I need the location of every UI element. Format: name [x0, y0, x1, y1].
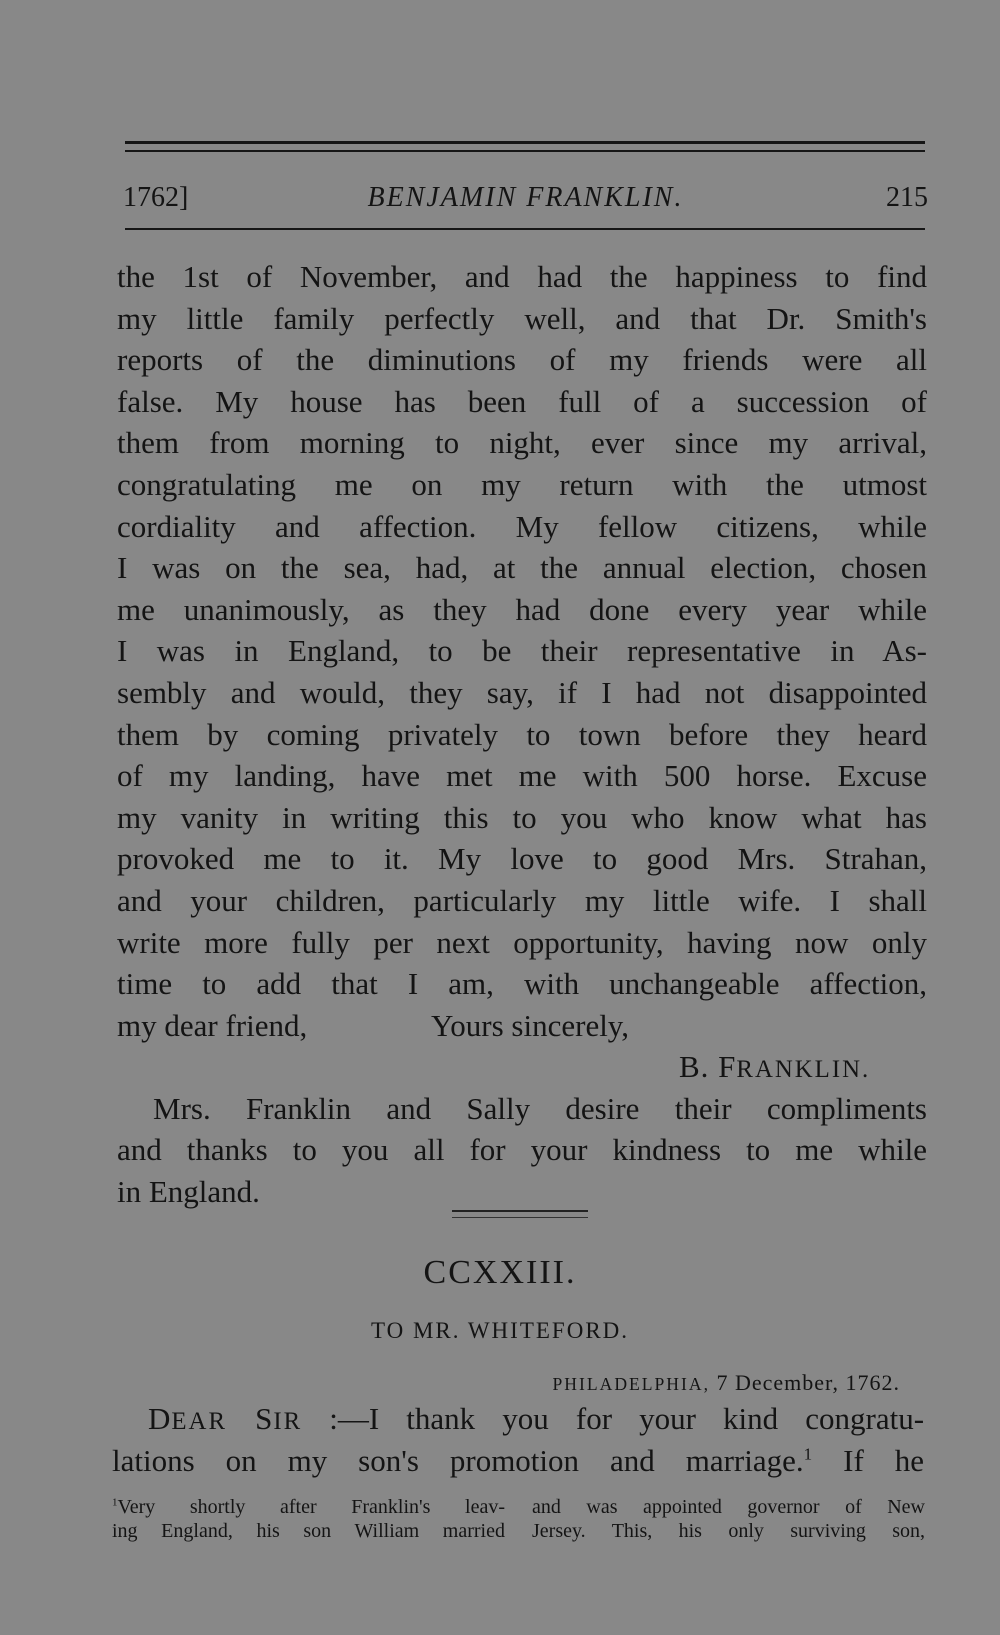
postscript-line: in England.: [117, 1174, 260, 1210]
running-head-year: 1762]: [123, 182, 189, 213]
closing-valediction: Yours sincerely,: [431, 1007, 630, 1043]
body-line: and your children, particularly my little wife. I shall: [117, 882, 927, 918]
body-line: my vanity in writing this to you who know what has: [117, 799, 927, 835]
next-letter-body: [112, 1398, 924, 1481]
body-line: provoked me to it. My love to good Mrs. Strahan,: [117, 841, 927, 877]
letter-dateline: [540, 1370, 900, 1396]
next-letter-line: lations on my son's promotion and marriage.$^1$ If he: [112, 1442, 924, 1478]
body-line: I was in England, to be their representative in As-: [117, 633, 927, 669]
body-line: I was on the sea, had, at the annual election, chosen: [117, 550, 927, 586]
letter-addressee: TO MR. WHITEFORD.: [370, 1318, 630, 1343]
body-line: congratulating me on my return with the utmost: [117, 466, 927, 502]
body-line: false. My house has been full of a succession of: [117, 383, 927, 419]
running-head-title: BENJAMIN FRANKLIN.: [367, 182, 684, 213]
footnote-line: Jersey. This, his only surviving son,: [532, 1520, 925, 1542]
postscript-line: and thanks to you all for your kindness to me while: [117, 1132, 927, 1168]
footnote-line: $^1$Very shortly after Franklin's leav-: [112, 1496, 505, 1518]
top-rule-thin: [125, 150, 925, 152]
body-line: them from morning to night, ever since my arrival,: [117, 425, 927, 461]
body-line: time to add that I am, with unchangeable affection,: [117, 966, 927, 1002]
section-separator-thin: [452, 1217, 588, 1218]
signature-initial: B. F: [679, 1049, 737, 1085]
footnote-column-right: [532, 1495, 925, 1543]
body-line: me unanimously, as they had done every year while: [117, 591, 927, 627]
body-line: cordiality and affection. My fellow citizens, while: [117, 508, 927, 544]
signature-surname: RANKLIN.: [736, 1056, 871, 1084]
section-separator: [452, 1210, 588, 1212]
postscript-line: Mrs. Franklin and Sally desire their compliments: [153, 1090, 927, 1126]
closing-salutation: my dear friend,: [117, 1007, 308, 1043]
closing-line: [117, 1005, 927, 1047]
dateline-date: 7 December, 1762.: [716, 1370, 900, 1395]
footnote-line: ing England, his son William married: [112, 1520, 505, 1542]
header-rule: [125, 228, 925, 230]
footnote-line: and was appointed governor of New: [532, 1496, 925, 1518]
footnote-mark: 1: [112, 1496, 118, 1509]
body-line: write more fully per next opportunity, having now only: [117, 924, 927, 960]
next-letter-line: DEAR SIR :—I thank you for your kind congratu-: [148, 1401, 924, 1436]
body-line: the 1st of November, and had the happiness to find: [117, 259, 927, 294]
footnote-reference: 1: [803, 1444, 813, 1464]
body-line: my little family perfectly well, and that Dr. Smith's: [117, 300, 927, 336]
footnote-column-left: [112, 1495, 505, 1543]
running-head: [123, 178, 928, 218]
salutation: DEAR SIR: [148, 1401, 303, 1436]
letter-body: [117, 256, 927, 1213]
letter-number: CCXXIII.: [423, 1254, 577, 1291]
dateline-place: PHILADELPHIA,: [552, 1374, 710, 1394]
signature: [117, 1046, 927, 1088]
body-line: sembly and would, they say, if I had not disappointed: [117, 674, 927, 710]
top-rule: [125, 141, 925, 144]
body-line: reports of the diminutions of my friends were all: [117, 342, 927, 378]
body-line: them by coming privately to town before they heard: [117, 716, 927, 752]
page-number: 215: [886, 182, 928, 213]
body-line: of my landing, have met me with 500 horse. Excuse: [117, 758, 927, 794]
